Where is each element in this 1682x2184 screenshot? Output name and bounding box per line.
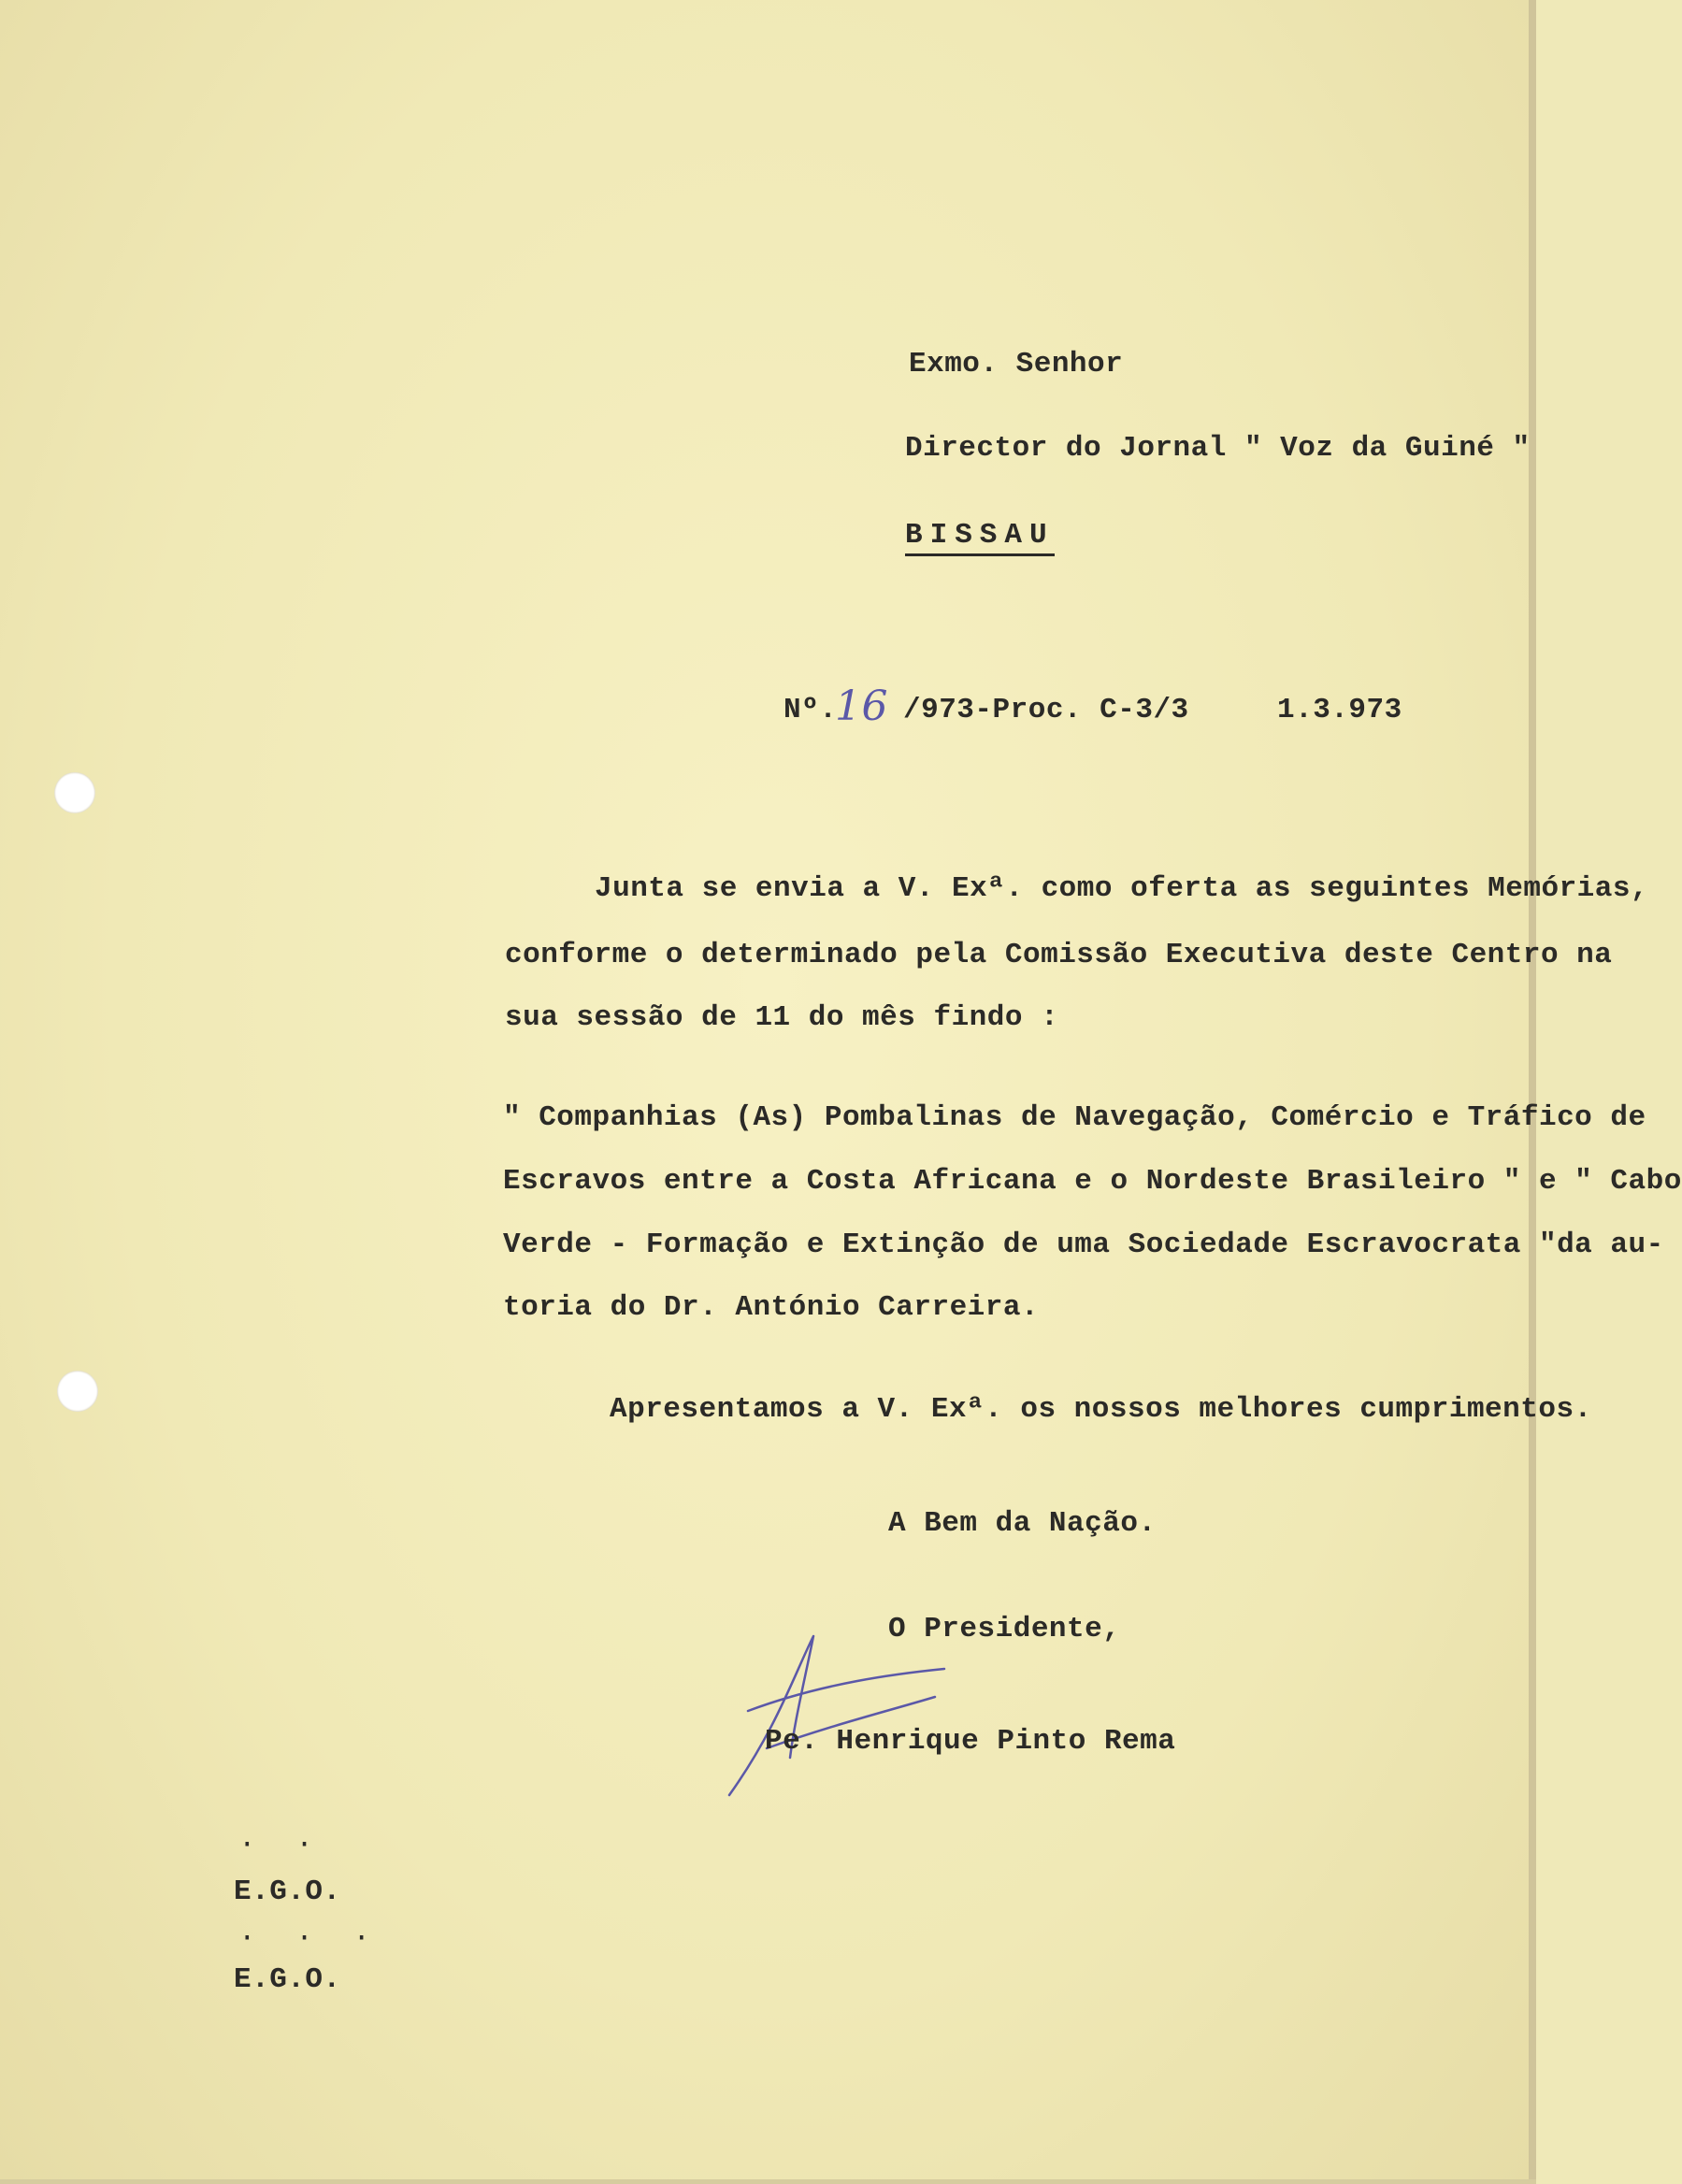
reference-prefix: Nº. [783, 694, 838, 726]
recipient-title: Director do Jornal " Voz da Guiné " [905, 432, 1531, 465]
signature-name: Pe. Henrique Pinto Rema [765, 1725, 1176, 1758]
body-paragraph2-line: Verde - Formação e Extinção de uma Sociedade Escravocrata "da au- [503, 1228, 1664, 1261]
body-paragraph2-line: Escravos entre a Costa Africana e o Nordeste Brasileiro " e " Cabo [503, 1165, 1682, 1198]
recipient-salutation: Exmo. Senhor [909, 348, 1124, 381]
signature-motto: A Bem da Nação. [888, 1507, 1157, 1540]
footer-dots: · · · [238, 1922, 382, 1955]
recipient-city: BISSAU [905, 519, 1055, 556]
body-paragraph2-line: toria do Dr. António Carreira. [503, 1291, 1040, 1324]
reference-process: /973-Proc. C-3/3 [903, 694, 1189, 726]
paper-edge-bottom [0, 2179, 1536, 2184]
paper-edge-right [1529, 0, 1536, 2184]
body-paragraph1-line: conforme o determinado pela Comissão Executiva deste Centro na [505, 939, 1613, 971]
body-closing: Apresentamos a V. Exª. os nossos melhores cumprimentos. [610, 1393, 1592, 1426]
punch-hole-bottom [57, 1371, 98, 1412]
body-paragraph2-line: " Companhias (As) Pombalinas de Navegação, Comércio e Tráfico de [503, 1101, 1646, 1134]
handwritten-signature [711, 1617, 1019, 1804]
reference-handwritten-number: 16 [835, 682, 888, 730]
reference-date: 1.3.973 [1277, 694, 1402, 726]
footer-dots: · · [238, 1829, 324, 1861]
footer-initials: E.G.O. [234, 1875, 341, 1908]
signature-role: O Presidente, [888, 1613, 1121, 1645]
body-paragraph1-line: sua sessão de 11 do mês findo : [505, 1001, 1059, 1034]
punch-hole-top [54, 772, 95, 813]
footer-initials: E.G.O. [234, 1963, 341, 1996]
body-paragraph1-line: Junta se envia a V. Exª. como oferta as seguintes Memórias, [595, 872, 1649, 905]
